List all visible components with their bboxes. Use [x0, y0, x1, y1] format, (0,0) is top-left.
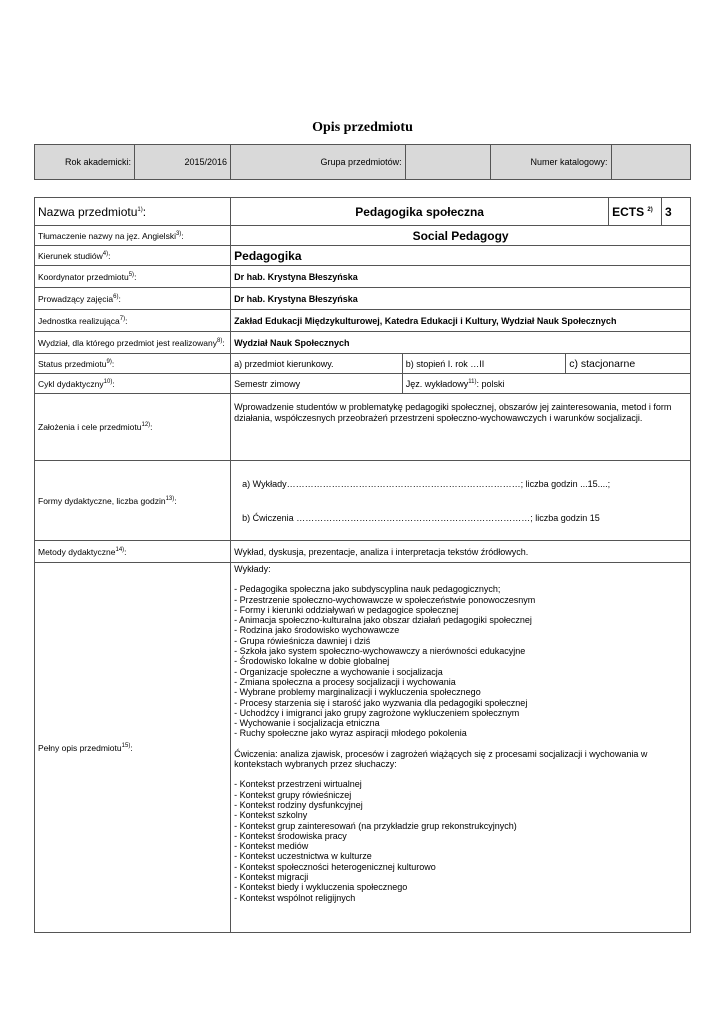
page-title: Opis przedmiotu — [312, 120, 413, 135]
jedn-label: Jednostka realizująca — [38, 315, 120, 326]
tlum-label: Tłumaczenie nazwy na jęz. Angielski — [38, 230, 176, 241]
wyklady-item: - Wybrane problemy marginalizacji i wykluczenia społecznego — [234, 687, 481, 698]
status-label: Status przedmiotu — [38, 358, 107, 369]
wyklady-item: - Procesy starzenia się i starość jako wyzwania dla pedagogiki społecznej — [234, 697, 528, 708]
wyklady-item: - Pedagogika społeczna jako subdyscyplina nauk pedagogicznych; — [234, 584, 501, 595]
wyklady-item: - Formy i kierunki oddziaływań w pedagogice społecznej — [234, 604, 459, 615]
status-a: a) przedmiot kierunkowy. — [231, 354, 403, 374]
formy-b: b) Ćwiczenia ……………………………………………………………………; liczba godzin 15 — [242, 512, 600, 523]
zal-label: Założenia i cele przedmiotu — [38, 422, 142, 432]
ects-sup: 2) — [647, 206, 653, 213]
wydz-label: Wydział, dla którego przedmiot jest realizowany — [38, 337, 217, 348]
cwiczenia-item: - Kontekst biedy i wykluczenia społecznego — [234, 882, 408, 893]
nazwa-label: Nazwa przedmiotu — [38, 204, 138, 219]
wyklady-item: - Szkoła jako system społeczno-wychowawczy a nierówności edukacyjne — [234, 646, 526, 657]
jedn-value: Zakład Edukacji Międzykulturowej, Katedra Edukacji i Kultury, Wydział Nauk Społecznych — [231, 310, 691, 332]
wyklady-item: - Środowisko lokalne w dobie globalnej — [234, 656, 390, 667]
cwiczenia-item: - Kontekst migracji — [234, 872, 309, 883]
formy-label: Formy dydaktyczne, liczba godzin — [38, 495, 166, 506]
cwiczenia-item: - Kontekst środowiska pracy — [234, 830, 347, 841]
koord-value: Dr hab. Krystyna Błeszyńska — [231, 266, 691, 288]
metody-sup: 14) — [115, 546, 125, 553]
jez-cell — [402, 374, 690, 394]
cykl-value: Semestr zimowy — [231, 374, 403, 394]
numer-value — [611, 145, 690, 180]
wyklady-item: - Zmiana społeczna a procesy socjalizacji i wychowania — [234, 676, 456, 687]
formy-a: a) Wykłady……………………………………………………………………; liczba godzin ...15....; — [242, 478, 611, 489]
wydz-sup: 8) — [216, 337, 223, 344]
wyklady-item: - Rodzina jako środowisko wychowawcze — [234, 625, 400, 636]
prow-label: Prowadzący zajęcia — [38, 293, 114, 304]
koord-label: Koordynator przedmiotu — [38, 271, 129, 282]
wyklady-heading: Wykłady: — [234, 564, 271, 574]
full-description — [231, 563, 691, 933]
course-table: Nazwa przedmiotu$^{1)}$: Pedagogika społeczna ECTS $^{2)}$ 3 Tłumaczenie nazwy na jęz. Angielski$^{3)}$: Social Pedagogy Kierunek studiów$^{4)}$: Pedagogika Koordynator przedmiotu$^{5)}$: Dr hab. Krystyna Błeszyńska Prowadzący zajęcia$^{6)}$: Dr hab. Krystyna Błeszyńska Jednostka realizująca$^{7)}$: Zakład Edukacji Międzykulturowej, Katedra Edukacji i Kultury, Wydział Nauk Społecznych Wydział, dla którego przedmiot jest realizowany$^{8)}$: Wydział Nauk Społecznych Status przedmiotu$^{9)}$: a) przedmiot kierunkowy. b) stopień I. rok …II c) stacjonarne Cykl dydaktyczny$^{10)}$: Semestr zimowy Jęz. wykładowy$^{11)}$: polski Założenia i cele przedmiotu$^{12)}$: Wprowadzenie studentów w problematykę pedagogiki społecznej, obszarów jej zainteresowania, metod i form działania, współczesnych przeobrażeń przestrzeni społeczno-wychowawczych i warunków socjalizacji. Formy dydaktyczne, liczba godzin$^{13)}$: a) Wykłady……………………………………………………………………; liczba godzin ...15....; b) Ćwiczenia ……………………………………………………………………; liczba godzin 15 Metody dydaktyczne$^{14)}$: Wykład, dyskusja, prezentacje, analiza i interpretacja tekstów źródłowych. Pełny opis przedmiotu$^{15)}$: Wykłady: - Pedagogika społeczna jako subdyscyplina nauk pedagogicznych; - Przestrzenie społeczno-wychowawcze w społeczeństwie ponowoczesnym - Formy i kierunki oddziaływań w pedagogice społecznej - Animacja społeczno-kulturalna jako obszar działań pedagogiki społecznej - Rodzina jako środowisko wychowawcze - Grupa rówieśnicza dawniej i dziś - Szkoła jako system społeczno-wychowawczy a nierówności edukacyjne - Środowisko lokalne w dobie globalnej - Organizacje społeczne a wychowanie i socjalizacja - Zmiana społeczna a procesy socjalizacji i wychowania - Wybrane problemy marginalizacji i wykluczenia społecznego - Procesy starzenia się i starość jako wyzwania dla pedagogiki społecznej - Uchodźcy i imigranci jako grupy zagrożone wykluczeniem społecznym - Wychowanie i socjalizacja etniczna - Ruchy społeczne jako wyraz aspiracji młodego pokolenia Ćwiczenia: analiza zjawisk, procesów i zagrożeń wiążących się z procesami socjalizacji i wychowania w kontekstach wybranych przez słuchaczy: - Kontekst przestrzeni wirtualnej - Kontekst grupy rówieśniczej - Kontekst rodziny dysfunkcyjnej - Kontekst szkolny - Kontekst grup zainteresowań (na przykładzie grup rekonstrukcyjnych) - Kontekst środowiska pracy - Kontekst mediów - Kontekst uczestnictwa w kulturze - Kontekst społeczności heterogenicznej kulturowo - Kontekst migracji - Kontekst biedy i wykluczenia społecznego - Kontekst wspólnot religijnych — [34, 197, 691, 933]
wyklady-item: - Grupa rówieśnicza dawniej i dziś — [234, 635, 371, 646]
cwiczenia-item: - Kontekst społeczności heterogenicznej kulturowo — [234, 861, 436, 872]
cykl-sup: 10) — [103, 378, 113, 385]
cwiczenia-item: - Kontekst uczestnictwa w kulturze — [234, 851, 372, 862]
row-nazwa — [35, 198, 691, 226]
prow-value: Dr hab. Krystyna Błeszyńska — [231, 288, 691, 310]
formy-cell — [231, 461, 691, 541]
pelny-sup: 15) — [121, 742, 131, 749]
wyklady-item: - Przestrzenie społeczno-wychowawcze w społeczeństwie ponowoczesnym — [234, 594, 536, 605]
wyklady-item: - Organizacje społeczne a wychowanie i socjalizacja — [234, 666, 443, 677]
grupa-value — [405, 145, 490, 180]
cwiczenia-item: - Kontekst grupy rówieśniczej — [234, 789, 352, 800]
jez-label: Jęz. wykładowy — [405, 378, 469, 389]
cwiczenia-item: - Kontekst wspólnot religijnych — [234, 892, 356, 903]
nazwa-value: Pedagogika społeczna — [231, 198, 609, 226]
tlum-value: Social Pedagogy — [231, 226, 691, 246]
ects-label: ECTS — [612, 204, 645, 219]
status-b: b) stopień I. rok …II — [402, 354, 566, 374]
metody-value: Wykład, dyskusja, prezentacje, analiza i interpretacja tekstów źródłowych. — [231, 541, 691, 563]
kier-label: Kierunek studiów — [38, 250, 103, 261]
wyklady-item: - Uchodźcy i imigranci jako grupy zagrożone wykluczeniem społecznym — [234, 707, 520, 718]
header-table — [34, 144, 691, 180]
zal-sup: 12) — [141, 422, 151, 429]
status-sup: 9) — [106, 358, 112, 365]
wyklady-item: - Ruchy społeczne jako wyraz aspiracji młodego pokolenia — [234, 728, 467, 739]
ects-value: 3 — [662, 198, 691, 226]
prow-sup: 6) — [113, 293, 119, 300]
nazwa-sup: 1) — [137, 206, 143, 213]
tlum-sup: 3) — [175, 230, 182, 237]
jez-sup: 11) — [468, 378, 477, 385]
cwiczenia-item: - Kontekst szkolny — [234, 810, 308, 821]
metody-label: Metody dydaktyczne — [38, 546, 116, 557]
wydz-value: Wydział Nauk Społecznych — [231, 332, 691, 354]
numer-label: Numer katalogowy: — [490, 145, 611, 180]
rok-value: 2015/2016 — [135, 145, 231, 180]
formy-sup: 13) — [165, 495, 175, 502]
zal-value: Wprowadzenie studentów w problematykę pedagogiki społecznej, obszarów jej zainteresowania, metod i form działania, współczesnych przeobrażeń przestrzeni społeczno-wychowawczych i warunków socjalizacji. — [231, 394, 691, 461]
rok-label: Rok akademicki: — [35, 145, 135, 180]
kier-sup: 4) — [102, 250, 109, 257]
jedn-sup: 7) — [119, 315, 126, 322]
pelny-label: Pełny opis przedmiotu — [38, 742, 122, 753]
status-c: c) stacjonarne — [566, 354, 691, 374]
wyklady-item: - Wychowanie i socjalizacja etniczna — [234, 718, 380, 729]
nazwa-label-cell: Nazwa przedmiotu$^{1)}$: — [35, 198, 231, 226]
cwiczenia-item: - Kontekst mediów — [234, 841, 309, 852]
grupa-label: Grupa przedmiotów: — [231, 145, 406, 180]
ects-label-cell — [609, 198, 662, 226]
koord-sup: 5) — [128, 271, 135, 278]
cwiczenia-item: - Kontekst przestrzeni wirtualnej — [234, 779, 362, 790]
jez-value: : polski — [476, 378, 505, 389]
wyklady-item: - Animacja społeczno-kulturalna jako obszar działań pedagogiki społecznej — [234, 615, 532, 626]
kier-value: Pedagogika — [231, 246, 691, 266]
cwiczenia-item: - Kontekst grup zainteresowań (na przykładzie grup rekonstrukcyjnych) — [234, 820, 517, 831]
cykl-label: Cykl dydaktyczny — [38, 378, 104, 389]
cwiczenia-item: - Kontekst rodziny dysfunkcyjnej — [234, 799, 363, 810]
cwiczenia-heading: Ćwiczenia: analiza zjawisk, procesów i zagrożeń wiążących się z procesami socjalizacji i wychowania w kontekstach wybranych przez słuchaczy: — [234, 748, 648, 770]
